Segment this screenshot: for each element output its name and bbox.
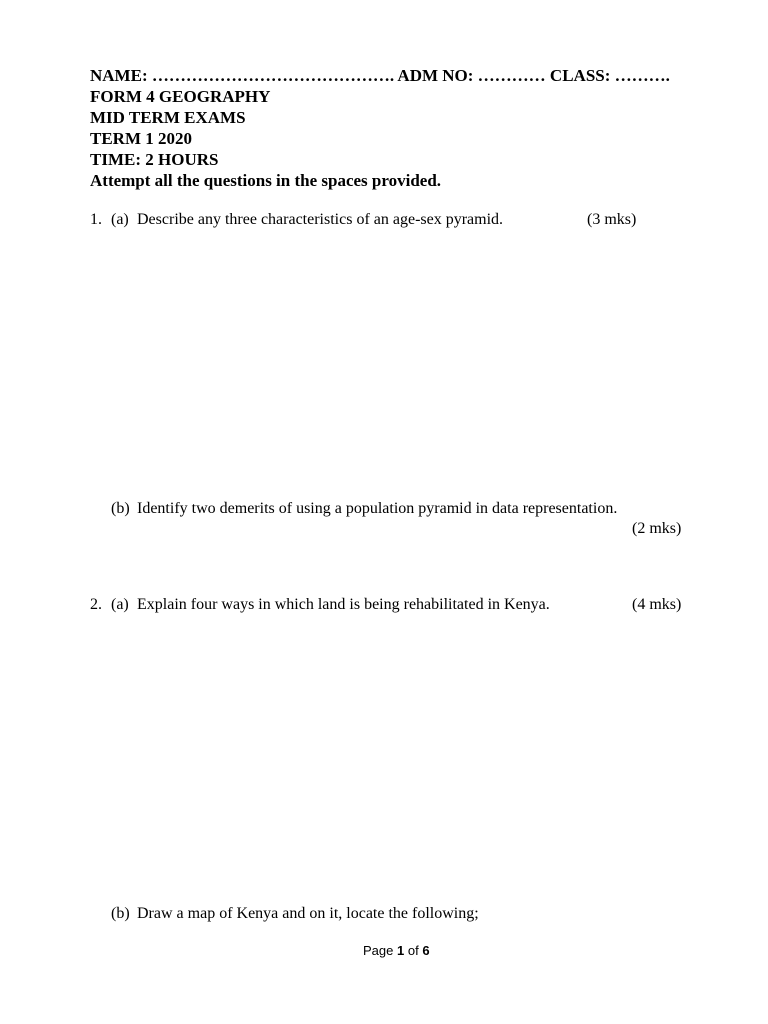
part-label: (b) <box>111 905 130 922</box>
marks-label: (3 mks) <box>587 211 637 228</box>
part-label: (a) <box>111 596 129 613</box>
question-text: Draw a map of Kenya and on it, locate the following; <box>137 905 479 922</box>
part-label: (a) <box>111 211 129 228</box>
page-footer <box>363 944 430 957</box>
of-word: of <box>407 943 419 958</box>
instructions: Attempt all the questions in the spaces provided. <box>90 171 442 190</box>
current-page-number: 1 <box>397 943 405 958</box>
exam-title: MID TERM EXAMS <box>90 108 246 127</box>
part-label: (b) <box>111 500 130 517</box>
time-allowed: TIME: 2 HOURS <box>90 150 219 169</box>
question-text: Identify two demerits of using a population pyramid in data representation. <box>137 500 618 517</box>
question-text: Describe any three characteristics of an age-sex pyramid. <box>137 211 504 228</box>
page-word: Page <box>363 943 394 958</box>
total-pages-number: 6 <box>422 943 430 958</box>
question-number: 2. <box>90 596 102 613</box>
marks-label: (2 mks) <box>632 520 682 537</box>
term-title: TERM 1 2020 <box>90 129 192 148</box>
question-number: 1. <box>90 211 102 228</box>
name-adm-class-line: NAME: ……………………………………. ADM NO: ………… CLASS: ………. <box>90 66 670 85</box>
subject-title: FORM 4 GEOGRAPHY <box>90 87 271 106</box>
marks-label: (4 mks) <box>632 596 682 613</box>
question-text: Explain four ways in which land is being rehabilitated in Kenya. <box>137 596 550 613</box>
